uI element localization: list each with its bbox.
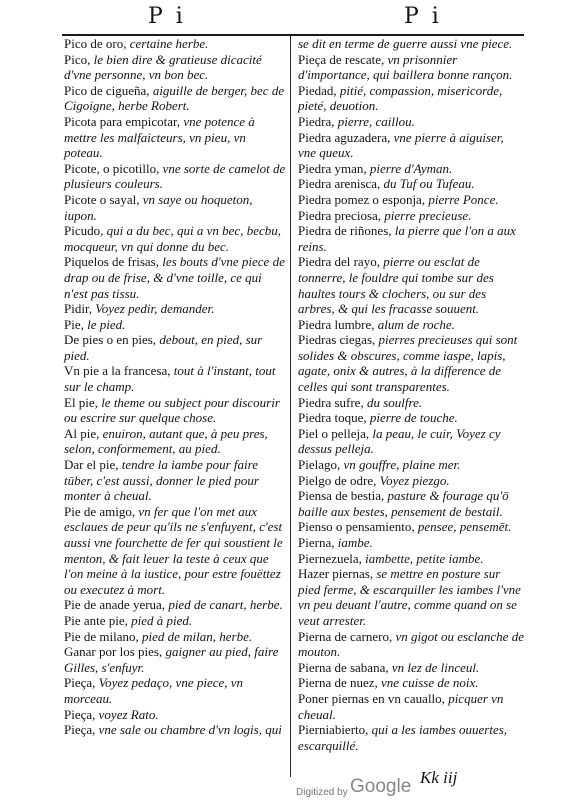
dictionary-entry bbox=[298, 660, 524, 676]
entry-definition: pierre ou esclat de tonnerre, le fouldre qui tombe sur des haultes tours & clochers, ou sur des arbres, & qui les fracasse souuent. bbox=[298, 254, 494, 317]
entry-definition: debout, en pied, sur pied. bbox=[64, 332, 263, 363]
entry-definition: tout à l'instant, tout sur le champ. bbox=[64, 363, 276, 395]
dictionary-entry bbox=[298, 254, 524, 316]
entry-headword: Piedra pomez o esponja, bbox=[298, 191, 426, 207]
entry-definition: pasture & fourage qu'ō baille aux bestes, pensement de bestail. bbox=[298, 488, 509, 519]
entry-definition: iambe. bbox=[334, 535, 373, 550]
entry-headword: Piedra, bbox=[298, 113, 335, 129]
dictionary-entry bbox=[298, 223, 524, 254]
entry-definition: le bien dire & gratieuse dicacité d'vne personne, vn bon bec. bbox=[64, 51, 262, 83]
dictionary-entry bbox=[64, 613, 286, 629]
entry-definition: du Tuf ou Tufeau. bbox=[380, 176, 475, 192]
entry-headword: Pidir, bbox=[64, 301, 93, 317]
dictionary-entry bbox=[298, 675, 524, 691]
dictionary-entry bbox=[64, 301, 286, 317]
entry-headword: Picudo, bbox=[64, 223, 104, 239]
entry-headword: Pielago, bbox=[298, 457, 341, 473]
digitized-by-text: Digitized by bbox=[296, 787, 348, 798]
entry-headword: Piedra preciosa, bbox=[298, 207, 382, 223]
entry-headword: Pierna de carnero, bbox=[298, 628, 393, 644]
entry-headword: Piedra aguzadera, bbox=[298, 129, 391, 145]
entry-definition: la peau, le cuir, Voyez cy dessus pelleja. bbox=[298, 425, 501, 457]
entry-definition: vne cuisse de noix. bbox=[377, 675, 479, 691]
entry-definition: vne pierre à aiguiser, vne queux. bbox=[298, 129, 504, 161]
entry-definition: iambette, petite iambe. bbox=[361, 550, 484, 566]
dictionary-entry bbox=[64, 161, 286, 192]
entry-definition: voyez Rato. bbox=[95, 706, 159, 722]
entry-definition: pierre precieuse. bbox=[381, 207, 472, 223]
entry-definition: pierres precieuses qui sont solides & obscures, comme iaspe, lapis, agate, onix & autres, à la difference de celles qui sont transparentes. bbox=[298, 332, 518, 395]
right-column bbox=[298, 36, 524, 753]
dictionary-entry bbox=[298, 192, 524, 208]
entry-definition: qui a du bec, qui a vn bec, becbu, mocqueur, vn qui donne du bec. bbox=[64, 223, 281, 254]
entry-headword: Piedra lumbre, bbox=[298, 316, 375, 332]
dictionary-entry bbox=[298, 551, 524, 567]
entry-headword: Pierna de sabana, bbox=[298, 659, 389, 675]
dictionary-entry bbox=[64, 36, 286, 52]
entry-definition: tendre la iambe pour faire tūber, c'est aussi, donner le pied pour monter à cheual. bbox=[64, 457, 259, 504]
entry-definition: vn gigot ou esclanche de mouton. bbox=[298, 628, 524, 660]
dictionary-entry bbox=[298, 83, 524, 114]
entry-headword: Pie, bbox=[64, 316, 84, 332]
dictionary-entry bbox=[64, 675, 286, 706]
entry-definition: vn prisonnier d'importance, qui baillera bonne rançon. bbox=[298, 51, 513, 83]
dictionary-entry bbox=[64, 223, 286, 254]
entry-headword: Piedad, bbox=[298, 82, 337, 98]
entry-definition: se dit en terme de guerre aussi vne piece. bbox=[298, 36, 513, 51]
dictionary-entry bbox=[298, 519, 524, 535]
entry-headword: Picota para empicotar, bbox=[64, 113, 181, 129]
dictionary-entry bbox=[64, 395, 286, 426]
dictionary-entry bbox=[298, 410, 524, 426]
dictionary-entry bbox=[64, 83, 286, 114]
entry-definition: certaine herbe. bbox=[126, 36, 209, 51]
entry-headword: Pienso o pensamiento, bbox=[298, 519, 415, 535]
dictionary-entry bbox=[298, 629, 524, 660]
entry-definition: vne sorte de camelot de plusieurs couleurs. bbox=[64, 160, 286, 192]
entry-definition: qui a les iambes ouuertes, escarquillé. bbox=[298, 722, 508, 753]
entry-definition: Voyez piezgo. bbox=[376, 472, 450, 488]
entry-definition: vne potence à mettre les malfaicteurs, vn pieu, vn poteau. bbox=[64, 113, 255, 161]
entry-definition: vn gouffre, plaine mer. bbox=[340, 457, 461, 473]
entry-definition: les bouts d'vne piece de drap ou de frise, & d'vne toille, ce qui n'est pas tissu. bbox=[64, 254, 285, 301]
entry-definition: pierre, caillou. bbox=[334, 113, 415, 129]
dictionary-entry bbox=[64, 114, 286, 161]
dictionary-entry bbox=[64, 504, 286, 598]
entry-headword: De pies o en pies, bbox=[64, 332, 157, 348]
entry-definition: vn fer que l'on met aux esclaues de peur qu'ils ne s'enfuyent, c'est aussi vne fourchette de fer qui soustient le menton, & fait leuer la teste à ceux que l'on meine à la iustice, pour estre fouëttez ou executez à mort. bbox=[64, 503, 283, 597]
entry-definition: pitié, compassion, misericorde, pieté, deuotion. bbox=[298, 82, 503, 114]
dictionary-entry bbox=[64, 629, 286, 645]
entry-definition: aiguille de berger, bec de Cigoigne, herbe Robert. bbox=[64, 82, 285, 114]
entry-headword: Picote, o picotillo, bbox=[64, 160, 160, 176]
entry-headword: Poner piernas en vn cauallo, bbox=[298, 690, 445, 706]
entry-definition: la pierre que l'on a aux reins. bbox=[298, 223, 516, 254]
dictionary-entry bbox=[64, 317, 286, 333]
dictionary-entry bbox=[298, 52, 524, 83]
dictionary-entry bbox=[298, 426, 524, 457]
entry-headword: Piel o pelleja, bbox=[298, 425, 370, 441]
dictionary-entry bbox=[64, 457, 286, 504]
google-logo: Google bbox=[350, 776, 412, 797]
dictionary-entry bbox=[64, 707, 286, 723]
dictionary-entry bbox=[298, 317, 524, 333]
dictionary-entry bbox=[298, 722, 524, 753]
entry-headword: Piensa de bestia, bbox=[298, 488, 385, 504]
entry-headword: Piedra sufre, bbox=[298, 394, 364, 410]
entry-definition: pied de milan, herbe. bbox=[138, 628, 253, 644]
entry-headword: Pie ante pie, bbox=[64, 612, 128, 628]
dictionary-entry bbox=[298, 535, 524, 551]
dictionary-entry bbox=[64, 52, 286, 83]
entry-headword: Pieça de rescate, bbox=[298, 51, 385, 67]
entry-definition: pied à pied. bbox=[127, 612, 193, 628]
entry-headword: Piedra arenisca, bbox=[298, 176, 381, 192]
entry-definition: Voyez pedaço, vne piece, vn morceau. bbox=[64, 675, 244, 706]
dictionary-entry bbox=[298, 566, 524, 628]
entry-definition: enuiron, autant que, à peu pres, selon, conformement, au pied. bbox=[64, 425, 268, 457]
entry-headword: Piernezuela, bbox=[298, 550, 362, 566]
entry-headword: Pico, bbox=[64, 51, 91, 67]
entry-headword: Picote o sayal, bbox=[64, 191, 140, 207]
entry-definition: picquer vn cheual. bbox=[298, 690, 504, 722]
entry-definition: pierre de touche. bbox=[366, 410, 458, 426]
entry-headword: Piedra de riñones, bbox=[298, 223, 392, 239]
entry-headword: El pie, bbox=[64, 394, 98, 410]
entry-definition: gaigner au pied, faire Gilles, s'enfuyr. bbox=[64, 644, 279, 675]
entry-definition: pierre d'Ayman. bbox=[366, 160, 453, 176]
entry-headword: Pie de anade yerua, bbox=[64, 597, 166, 613]
entry-headword: Piedra toque, bbox=[298, 410, 367, 426]
column-divider bbox=[290, 35, 291, 777]
dictionary-entry bbox=[298, 691, 524, 722]
entry-definition: le theme ou subject pour discourir ou escrire sur quelque chose. bbox=[64, 394, 280, 426]
dictionary-entry bbox=[64, 597, 286, 613]
dictionary-entry bbox=[298, 161, 524, 177]
entry-headword: Pierniabierto, bbox=[298, 722, 369, 738]
left-column bbox=[64, 36, 286, 738]
entry-definition: pierre Ponce. bbox=[425, 191, 499, 207]
dictionary-entry bbox=[298, 114, 524, 130]
signature-mark: Kk iij bbox=[420, 768, 458, 787]
entry-headword: Al pie, bbox=[64, 425, 100, 441]
entry-definition: se mettre en posture sur pied ferme, & escarquiller les iambes l'vne vn peu deuant l'autre, comme quand on se veut arrester. bbox=[298, 566, 521, 628]
dictionary-entry bbox=[298, 457, 524, 473]
entry-headword: Piedras ciegas, bbox=[298, 332, 376, 348]
dictionary-entry bbox=[298, 36, 524, 52]
entry-headword: Pie de milano, bbox=[64, 628, 139, 644]
dictionary-entry bbox=[298, 395, 524, 411]
dictionary-entry bbox=[298, 176, 524, 192]
entry-headword: Piedra yman, bbox=[298, 160, 367, 176]
entry-headword: Pie de amigo, bbox=[64, 503, 136, 519]
entry-headword: Ganar por los pies, bbox=[64, 644, 163, 660]
dictionary-entry bbox=[64, 254, 286, 301]
running-head-right: P i bbox=[404, 4, 442, 29]
entry-headword: Pielgo de odre, bbox=[298, 472, 377, 488]
entry-headword: Piquelos de frisas, bbox=[64, 254, 159, 270]
entry-definition: pensee, pensemēt. bbox=[414, 519, 512, 535]
entry-definition: vn saye ou hoqueton, iupon. bbox=[64, 191, 253, 223]
dictionary-entry bbox=[298, 488, 524, 519]
dictionary-entry bbox=[64, 722, 286, 738]
entry-headword: Pieça, bbox=[64, 675, 96, 691]
entry-definition: alum de roche. bbox=[374, 316, 455, 332]
dictionary-entry bbox=[64, 192, 286, 223]
entry-headword: Pico de cigueña, bbox=[64, 82, 150, 98]
dictionary-entry bbox=[64, 363, 286, 394]
dictionary-entry bbox=[298, 208, 524, 224]
entry-definition: Voyez pedir, demander. bbox=[92, 301, 215, 317]
entry-headword: Piedra del rayo, bbox=[298, 254, 380, 270]
dictionary-entry bbox=[298, 473, 524, 489]
entry-headword: Pieça, bbox=[64, 722, 96, 738]
entry-definition: du soulfre. bbox=[363, 394, 423, 410]
entry-headword: Pieça, bbox=[64, 706, 96, 722]
entry-headword: Dar el pie, bbox=[64, 457, 119, 473]
entry-headword: Pico de oro, bbox=[64, 36, 127, 51]
entry-definition: le pied. bbox=[83, 316, 126, 332]
entry-definition: vne sale ou chambre d'vn logis, qui bbox=[95, 722, 282, 738]
entry-definition: pied de canart, herbe. bbox=[165, 597, 283, 613]
entry-headword: Pierna de nuez, bbox=[298, 675, 378, 691]
dictionary-entry bbox=[298, 332, 524, 394]
dictionary-entry bbox=[64, 426, 286, 457]
entry-headword: Pierna, bbox=[298, 535, 335, 550]
running-head-left: P i bbox=[148, 4, 186, 29]
dictionary-entry bbox=[298, 130, 524, 161]
entry-definition: vn lez de linceul. bbox=[388, 659, 480, 675]
dictionary-entry bbox=[64, 644, 286, 675]
entry-headword: Vn pie a la francesa, bbox=[64, 363, 171, 379]
entry-headword: Hazer piernas, bbox=[298, 566, 374, 582]
dictionary-entry bbox=[64, 332, 286, 363]
